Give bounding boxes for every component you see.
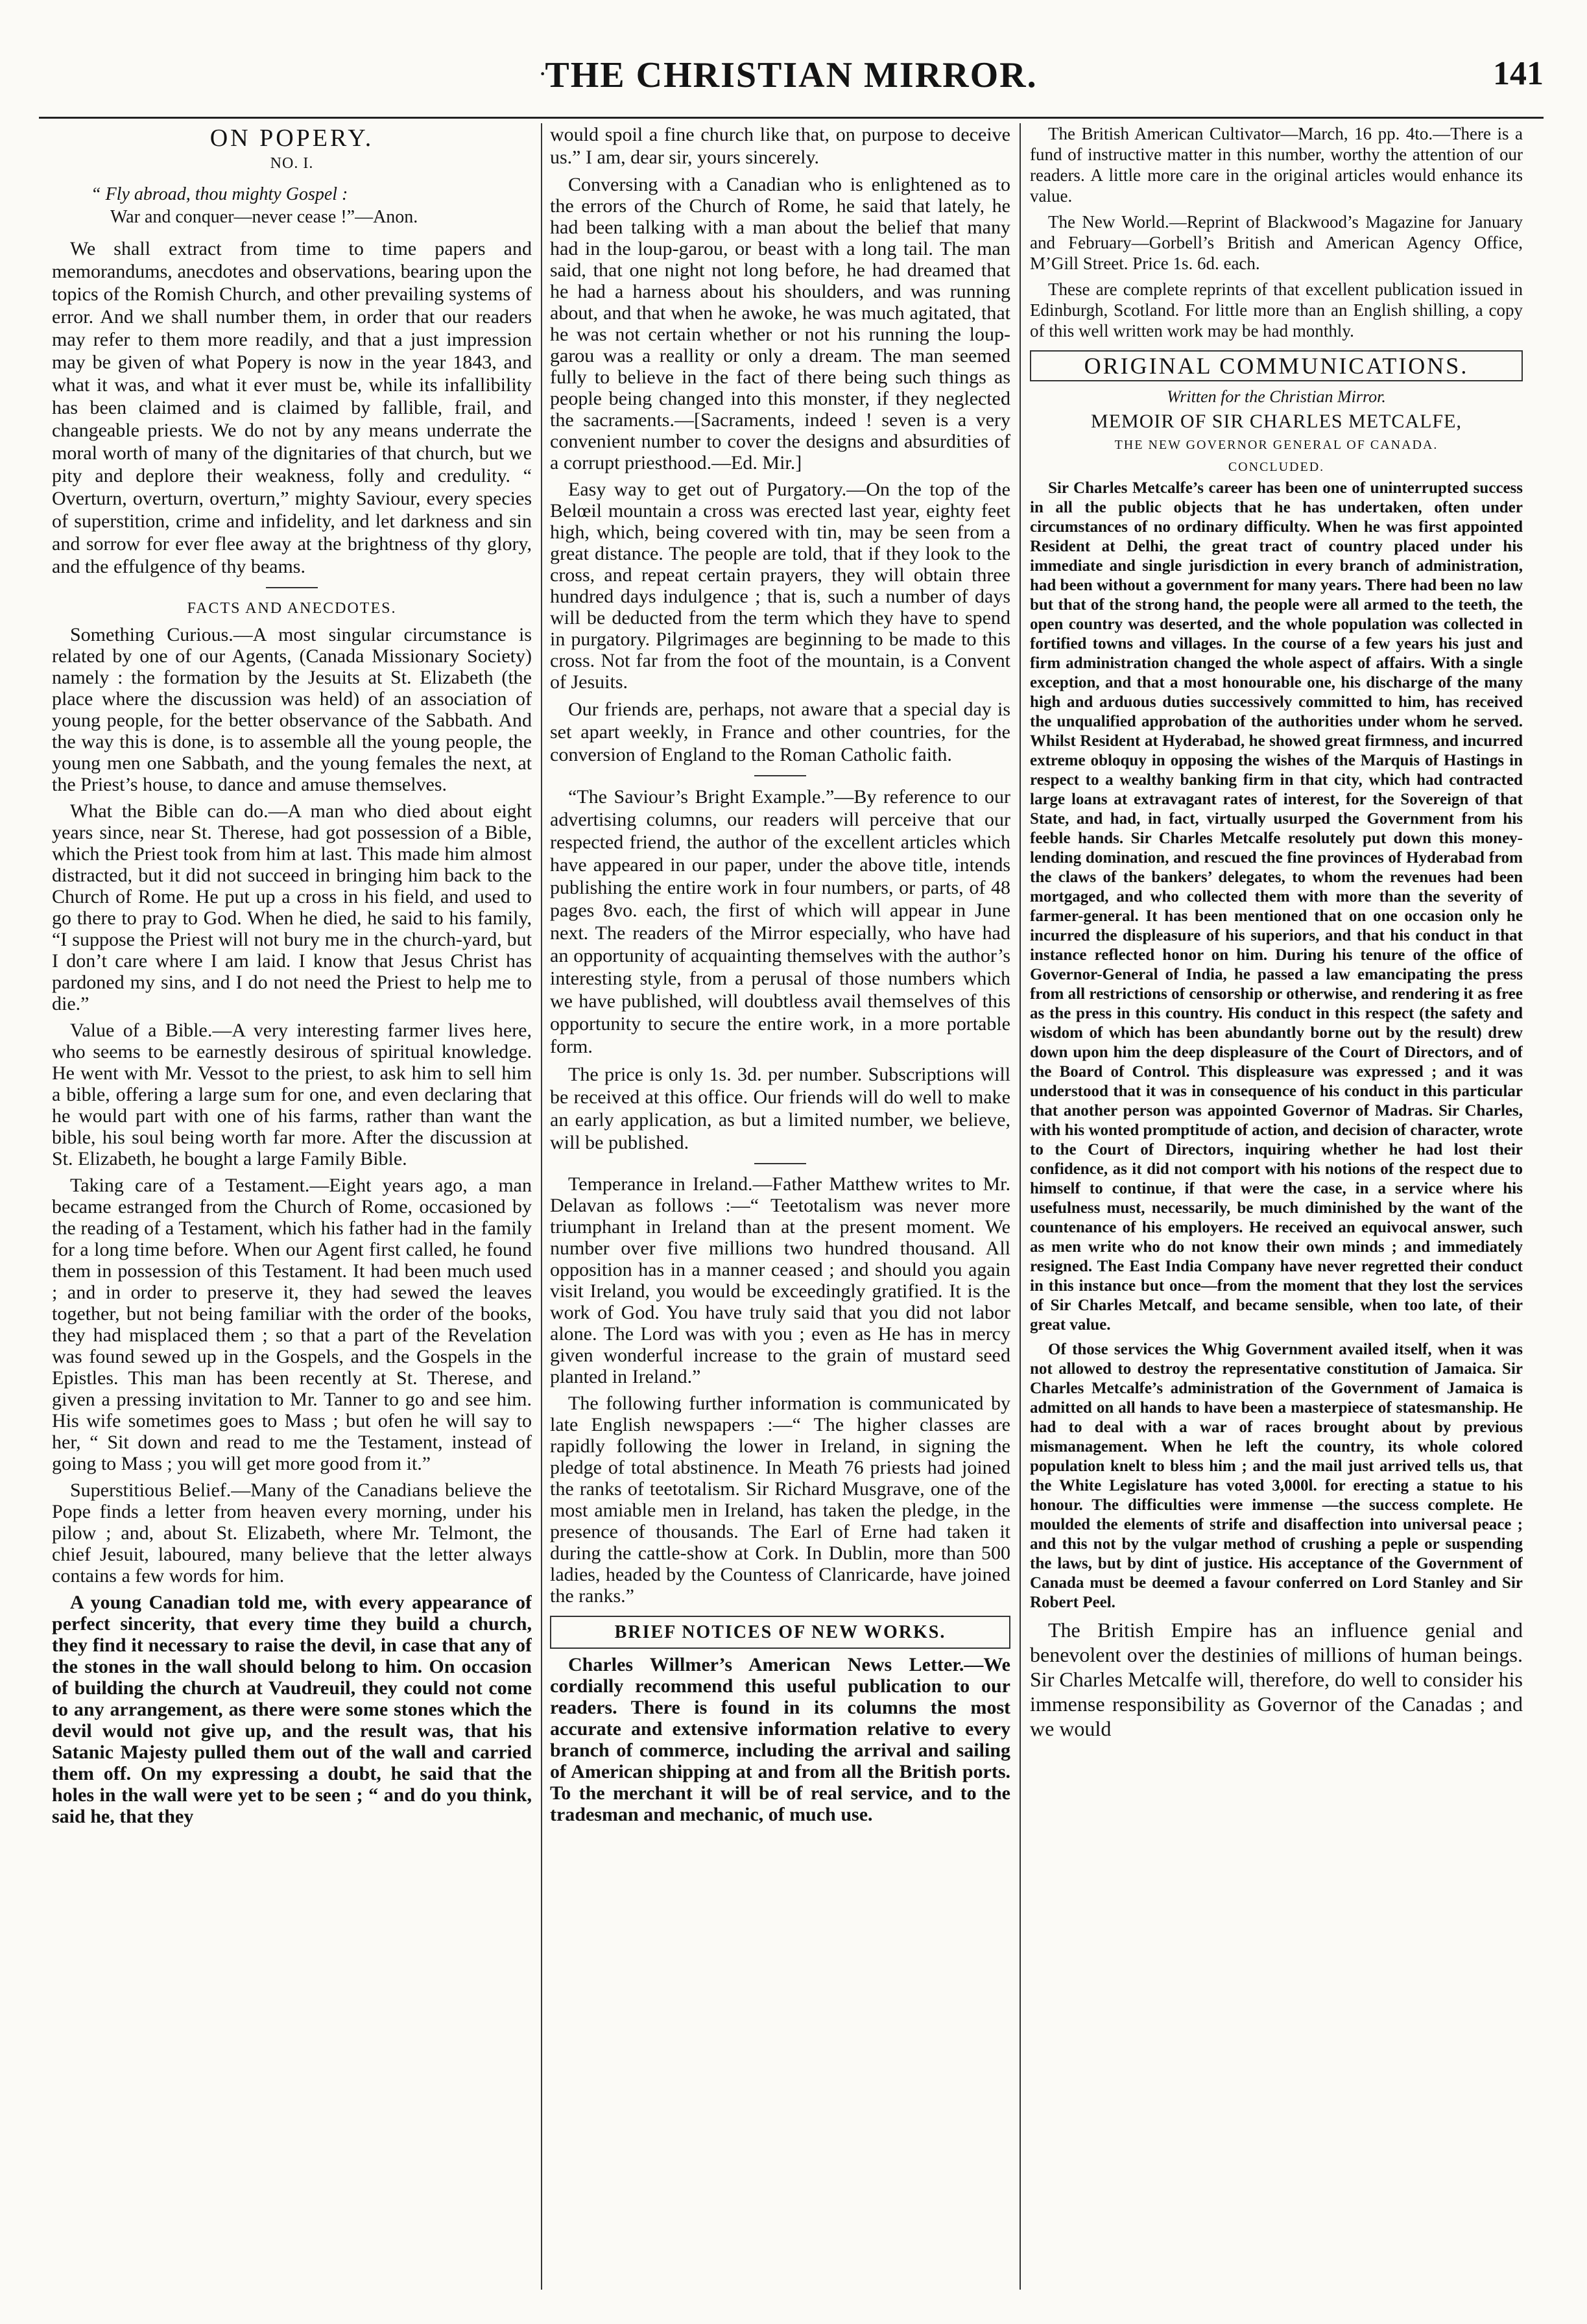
article-conversion-of-england: Our friends are, perhaps, not aware that a special day is set apart weekly, in France and other countries, for the conversion of England to the Roman Catholic faith. bbox=[550, 699, 1010, 765]
continued-text: would spoil a fine church like that, on purpose to deceive us.” I am, dear sir, yours sincerely. bbox=[550, 124, 1010, 168]
epigraph-line-2: War and conquer—never cease !”—Anon. bbox=[110, 207, 418, 227]
article-value-of-a-bible: Value of a Bible.—A very interesting farmer lives here, who seems to be earnestly desirous of spiritual knowledge. He went with Mr. Vessot to the priest, to ask him to sell him a bible, offering a large sum for one, and even declaring that he would part with one of his farms, rather than want the bible, his soul being worth far more. After the discussion at St. Elizabeth, he bought a large Family Bible. bbox=[52, 1020, 532, 1169]
column-3 bbox=[1030, 123, 1523, 2283]
memoir-title: MEMOIR OF SIR CHARLES METCALFE, bbox=[1091, 411, 1462, 432]
memoir-paragraph-2: Of those services the Whig Government availed itself, when it was not allowed to destroy the representative constitution of Jamaica. Sir Charles Metcalfe’s administration of the Government of Jamaica is admitted on all hands to have been a masterpiece of statesmanship. He had to deal with a war of races brought about by previous mismanagement. When he left the country, its whole colored population knelt to bless him ; and the mail just arrived tells us, that the White Legislature has voted 3,000l. for erecting a statue to his honour. The difficulties were immense —the success complete. He moulded the elements of strife and disaffection into universal peace ; and this not by the vulgar method of crushing a peple or suspending the laws, but by dint of justice. His acceptance of the Government of Canada must be deemed a favour conferred on Lord Stanley and Sir Robert Peel. bbox=[1030, 1341, 1523, 1611]
article-loup-garou: Conversing with a Canadian who is enlightened as to the errors of the Church of Rome, he said that lately, he had been talking with a man about the belief that many had in the loup-garou, or beast with a long tail. The man said, that one night not long before, he had dreamed that he had a harness about his shoulders, and was running about, and that when he awoke, he was much agitated, that he was not certain whether or not his running the loup-garou was a reallity or only a dream. The man seemed fully to believe in the fact of there being such things as people being changed into this monster, if they neglected the sacraments.—[Sacraments, indeed ! seven is a very convenient number to cover the designs and absurdities of a corrupt priesthood.—Ed. Mir.] bbox=[550, 174, 1010, 473]
memoir-concluded: CONCLUDED. bbox=[1228, 460, 1325, 474]
section-title-popery: ON POPERY. bbox=[209, 125, 374, 152]
column-1 bbox=[52, 123, 532, 2283]
article-price: The price is only 1s. 3d. per number. Subscriptions will be received at this office. Our friends will do well to make an early application, as but a limited number, we believe, will be published. bbox=[550, 1064, 1010, 1153]
column-rule-1 bbox=[541, 123, 542, 2290]
notice-british-american-cultivator: The British American Cultivator—March, 16 pp. 4to.—There is a fund of instructive matter in this number, worthy the attention of our readers. A little more care in the original articles would enhance its value. bbox=[1030, 124, 1523, 206]
written-for-line: Written for the Christian Mirror. bbox=[1167, 387, 1386, 406]
memoir-paragraph-3: The British Empire has an influence genial and benevolent over the destinies of millions of human beings. Sir Charles Metcalfe will, therefore, do well to consider his immense responsibility as Governor of the Canadas ; and we would bbox=[1030, 1618, 1523, 1740]
notice-willmer-news-letter: Charles Willmer’s American News Letter.—We cordially recommend this useful publication to our readers. There is found in its columns the most accurate and extensive information relative to every branch of commerce, including the arrival and sailing of American shipping at and from all the British ports. To the merchant it will be of real service, and to the tradesman and mechanic, of much use. bbox=[550, 1654, 1010, 1825]
page-number: 141 bbox=[1493, 55, 1544, 92]
column-2 bbox=[550, 123, 1010, 2283]
article-purgatory: Easy way to get out of Purgatory.—On the top of the Belœil mountain a cross was erected last year, eighty feet high, which, being covered with tin, may be seen from a great distance. The people are told, that if they look to the cross, and repeat certain prayers, they will obtain three hundred days indulgence ; that is, such a number of days will be deducted from the term which they have to spend in purgatory. Pilgrimages are beginning to be made to this cross. Not far from the foot of the mountain, is a Convent of Jesuits. bbox=[550, 479, 1010, 693]
article-temperance-ireland: Temperance in Ireland.—Father Matthew writes to Mr. Delavan as follows :—“ Teetotalism was never more triumphant in Ireland than at the present moment. We number over five millions two hundred thousand. All opposition has in a manner ceased ; and should you again visit Ireland, you would be exceedingly gratified. It is the work of God. You have truly said that you did not labor alone. The Lord was with you ; even as He has in mercy given wonderful increase to the grain of mustard seed planted in Ireland.” bbox=[550, 1173, 1010, 1387]
notice-reprints: These are complete reprints of that excellent publication issued in Edinburgh, Scotland. For little more than an English shilling, a copy of this well written work may be had monthly. bbox=[1030, 280, 1523, 341]
header-dot: · bbox=[538, 59, 547, 88]
epigraph-line-1: “ Fly abroad, thou mighty Gospel : bbox=[91, 184, 348, 204]
article-superstitious-belief: Superstitious Belief.—Many of the Canadians believe the Pope finds a letter from heaven every morning, under his pilow ; and, about St. Elizabeth, where Mr. Telmont, the chief Jesuit, laboured, many believe that the letter always contains a few words for him. bbox=[52, 1479, 532, 1587]
article-what-the-bible-can-do: What the Bible can do.—A man who died about eight years since, near St. Therese, had got possession of a Bible, which the Priest took from him at last. This made him almost distracted, but it did not succeed in bringing him back to the Church of Rome. He put up a cross in his field, and used to go there to pray to God. When he died, he said to his family, “I suppose the Priest will not bury me in the church-yard, but I don’t care where I am laid. I know that Jesus Christ has pardoned my sins, and I do not need the Priest to help me to die.” bbox=[52, 800, 532, 1014]
article-something-curious: Something Curious.—A most singular circumstance is related by one of our Agents, (Canada Missionary Society) namely : the formation by the Jesuits at St. Elizabeth (the place where the discussion was held) of an association of young people, for the better observance of the Sabbath. And the way this is done, is to assemble all the young people, the young men one Sabbath, and the young females the next, at the Priest’s house, to dance and amuse themselves. bbox=[52, 624, 532, 795]
original-communications-heading: ORIGINAL COMMUNICATIONS. bbox=[1030, 350, 1523, 381]
separator bbox=[754, 775, 806, 776]
notice-new-world: The New World.—Reprint of Blackwood’s Magazine for January and February—Gorbell’s British and American Agency Office, M’Gill Street. Price 1s. 6d. each. bbox=[1030, 212, 1523, 273]
newspaper-title: THE CHRISTIAN MIRROR. bbox=[545, 55, 1038, 95]
article-saviours-example: “The Saviour’s Bright Example.”—By reference to our advertising columns, our readers will perceive that our respected friend, the author of the excellent articles which have appeared in our paper, under the above title, intends publishing the entire work in four numbers, or parts, of 48 pages 8vo. each, the first of which will appear in June next. The readers of the Mirror especially, who have had an opportunity of acquainting themselves with the author’s interesting style, from a perusal of those numbers which we have published, will doubtless avail themselves of this opportunity to secure the entire work, in a more portable form. bbox=[550, 786, 1010, 1057]
article-young-canadian: A young Canadian told me, with every appearance of perfect sincerity, that every time they build a church, they find it necessary to raise the devil, in case that any of the stones in the wall should belong to him. On occasion of building the church at Vaudreuil, they could not come to any arrangement, as there were some stones which the devil would not give up, and the result was, that his Satanic Majesty pulled them out of the wall and carried them off. On my expressing a doubt, he said that the holes in the wall were yet to be seen ; “ and do you think, said he, that they bbox=[52, 1592, 532, 1827]
memoir-paragraph-1: Sir Charles Metcalfe’s career has been one of uninterrupted success in all the public objects that he has undertaken, often under circumstances of no ordinary difficulty. When he was first appointed Resident at Delhi, the great tract of country placed under his immediate and single jurisdiction in every branch of administration, had been without a government for many years. There had been no law but that of the strong hand, the people were all armed to the teeth, the open country was deserted, and the whole population was collected in fortified towns and villages. In the course of a few years his just and firm administration changed the whole aspect of affairs. With a single exception, and that a most honourable one, his discharge of the many high and arduous duties successively committed to him, has received the unqualified approbation of the authorities under whom he served. Whilst Resident at Hyderabad, he showed great firmness, and incurred extreme obloquy in opposing the wishes of the Marquis of Hastings in respect to a wealthy banking firm in that city, which had contracted large loans at extravagant rates of interest, for the Sovereign of that State, and had, in fact, virtually usurped the Government from his feeble hands. Sir Charles Metcalfe resolutely put down this money-lending domination, and rescued the fine provinces of Hyderabad from the claws of the bankers’ delegates, to whom the revenues had been mortgaged, and who collected them with more than the severity of farmer-general. It has been mentioned that on one occasion only he incurred the displeasure of his superiors, and that his conduct in that instance reflected honor on him. During his tenure of the office of Governor-General of India, he passed a law emancipating the press from all restrictions of censorship or otherwise, and rendering it as free as the press in this country. His conduct in this respect (the safety and wisdom of which has been abundantly borne out by the result) drew down upon him the deep displeasure of the Court of Directors, and of the Board of Control. This displeasure was expressed ; and it was understood that it was in consequence of his conduct in this particular that another person was appointed Governor of Madras. Sir Charles, with his wonted promptitude of action, and decision of character, wrote to the Court of Directors, inquiring whether he had lost their confidence, as it did not comport with his notions of the respect due to himself to continue, if that were the case, in a service where his usefulness must, necessarily, be much diminished by the want of the countenance of his employers. He received an equivocal answer, such as men write who do not know their own minds ; and immediately resigned. The East India Company have never regretted their conduct in this instance but once—from the moment that they lost the services of Sir Charles Metcalf, and became sensible, when too late, of their great value. bbox=[1030, 479, 1523, 1334]
section-number: NO. I. bbox=[270, 155, 314, 172]
memoir-subtitle: THE NEW GOVERNOR GENERAL OF CANADA. bbox=[1114, 438, 1438, 452]
facts-heading: FACTS AND ANECDOTES. bbox=[187, 600, 397, 617]
article-further-information: The following further information is communicated by late English newspapers :—“ The higher classes are rapidly following the lower in Ireland, in signing the pledge of total abstinence. In Meath 76 priests had joined the ranks of teetotalism. Sir Richard Musgrave, one of the most amiable men in Ireland, has taken the pledge, in the presence of thousands. The Earl of Erne had taken it during the cattle-show at Cork. In Dublin, more than 500 ladies, headed by the Countess of Clanricarde, have joined the ranks.” bbox=[550, 1393, 1010, 1607]
popery-intro: We shall extract from time to time papers and memorandums, anecdotes and observations, bearing upon the topics of the Romish Church, and other prevailing systems of error. And we shall number them, in order that our readers may refer to them more readily, and that a just impression may be given of what Popery is now in the year 1843, and what it was, and what it ever must be, while its infallibility has been claimed and is claimed by fallible, frail, and changeable priests. We do not by any means underrate the moral worth of many of the dignitaries of that church, but we pity and deplore their weakness, folly and credulity. “ Overturn, overturn, overturn,” mighty Saviour, every species of superstition, crime and infidelity, and let darkness and sin and sorrow for ever flee away at the brightness of thy glory, and the effulgence of thy beams. bbox=[52, 238, 532, 577]
column-rule-2 bbox=[1020, 123, 1021, 2290]
page-header bbox=[39, 39, 1544, 119]
article-taking-care-of-testament: Taking care of a Testament.—Eight years ago, a man became estranged from the Church of Rome, occasioned by the reading of a Testament, which his father had in the family for a long time before. When our Agent first called, he found them in possession of this Testament. It had been much used ; and in order to preserve it, they had sewed the leaves together, but not being familiar with the order of the books, they had misplaced them ; so that a part of the Revelation was found sewed up in the Gospels, and the Gospels in the Epistles. This man has been recently at St. Therese, and given a pressing invitation to Mr. Tanner to go and see him. His wife sometimes goes to Mass ; but ofen he will say to her, “ Sit down and read to me the Testament, instead of going to Mass ; you will get more good from it.” bbox=[52, 1175, 532, 1474]
separator bbox=[266, 587, 318, 588]
brief-notices-heading: BRIEF NOTICES OF NEW WORKS. bbox=[550, 1616, 1010, 1649]
separator bbox=[754, 1163, 806, 1164]
